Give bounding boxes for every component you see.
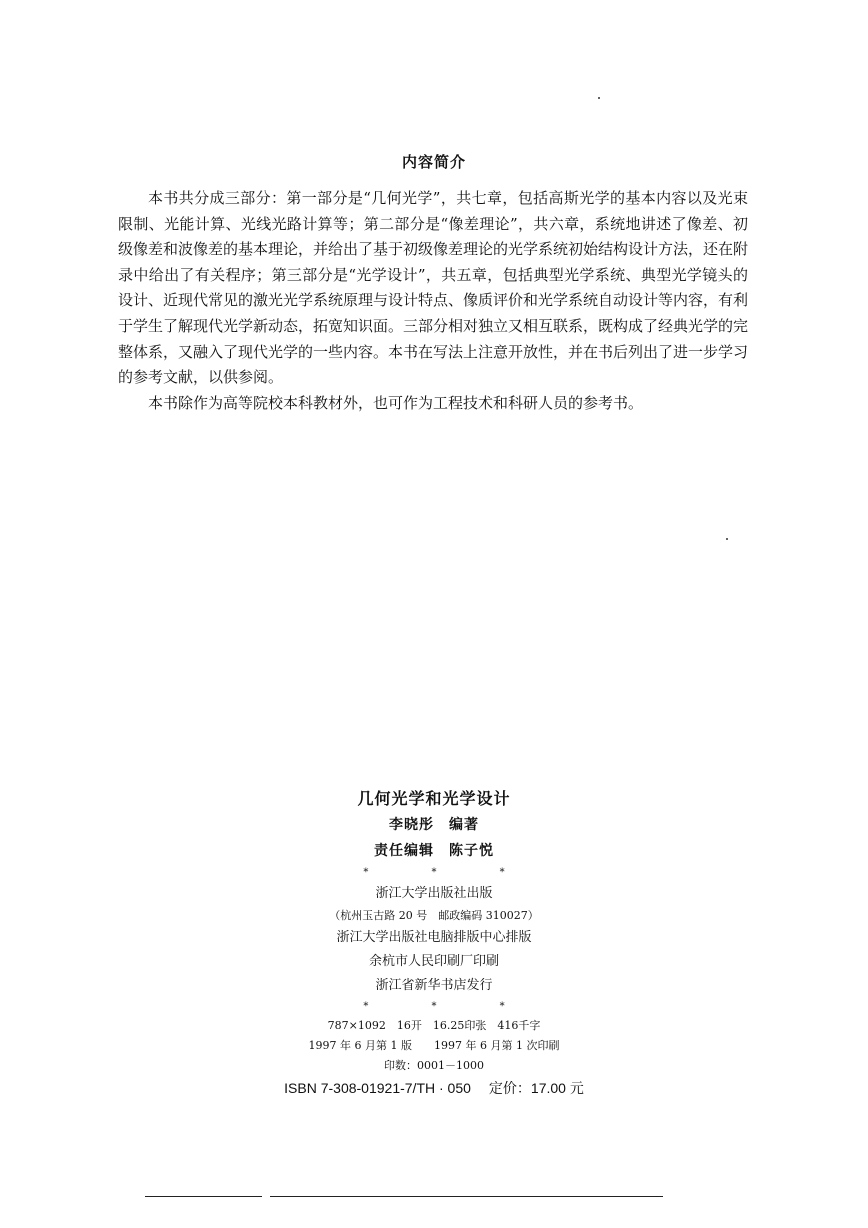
scan-speck — [598, 97, 600, 99]
price: 定价：17.00 元 — [488, 1080, 584, 1096]
address-line: （杭州玉古路 20 号 邮政编码 310027） — [329, 909, 539, 922]
editor-line: 责任编辑 陈子悦 — [374, 843, 494, 859]
summary-title: 内容简介 — [401, 153, 466, 171]
bottom-rule-gap — [262, 1195, 270, 1199]
copyright-block — [0, 786, 868, 1100]
summary-body — [118, 186, 748, 416]
bottom-rule — [145, 1196, 663, 1197]
book-title: 几何光学和光学设计 — [357, 789, 511, 808]
summary-paragraph: 本书除作为高等院校本科教材外，也可作为工程技术和科研人员的参考书。 — [148, 393, 644, 412]
typesetting-line: 浙江大学出版社电脑排版中心排版 — [336, 930, 532, 945]
distributor-line: 浙江省新华书店发行 — [375, 978, 493, 993]
separator-stars: * * * — [363, 867, 535, 878]
print-run-line: 印数：0001－1000 — [384, 1059, 484, 1072]
isbn-price-line — [0, 1076, 868, 1100]
separator-stars: * * * — [363, 1001, 535, 1012]
publisher-line: 浙江大学出版社出版 — [375, 886, 493, 901]
summary-paragraph: 本书共分成三部分：第一部分是“几何光学”，共七章，包括高斯光学的基本内容以及光束限制、光能计算、光线光路计算等；第二部分是“像差理论”，共六章，系统地讲述了像差、初级像差和波像差的基本理论，并给出了基于初级像差理论的光学系统初始结构设计方法，还在附录中给出了有关程序；第三部分是“光学设计”，共五章，包括典型光学系统、典型光学镜头的设计、近现代常见的激光光学系统原理与设计特点、像质评价和光学系统自动设计等内容，有利于学生了解现代光学新动态，拓宽知识面。三部分相对独立又相互联系，既构成了经典光学的完整体系，又融入了现代光学的一些内容。本书在写法上注意开放性，并在书后列出了进一步学习的参考文献，以供参阅。 — [118, 189, 749, 387]
author-line: 李晓彤 编著 — [389, 817, 479, 833]
isbn: ISBN 7-308-01921-7/TH · 050 — [284, 1080, 471, 1096]
printer-line: 余杭市人民印刷厂印刷 — [368, 954, 499, 969]
specs-line: 787×1092 16开 16.25印张 416千字 — [327, 1019, 541, 1032]
scan-speck — [726, 538, 728, 540]
edition-line: 1997 年 6 月第 1 版 1997 年 6 月第 1 次印刷 — [308, 1039, 560, 1052]
